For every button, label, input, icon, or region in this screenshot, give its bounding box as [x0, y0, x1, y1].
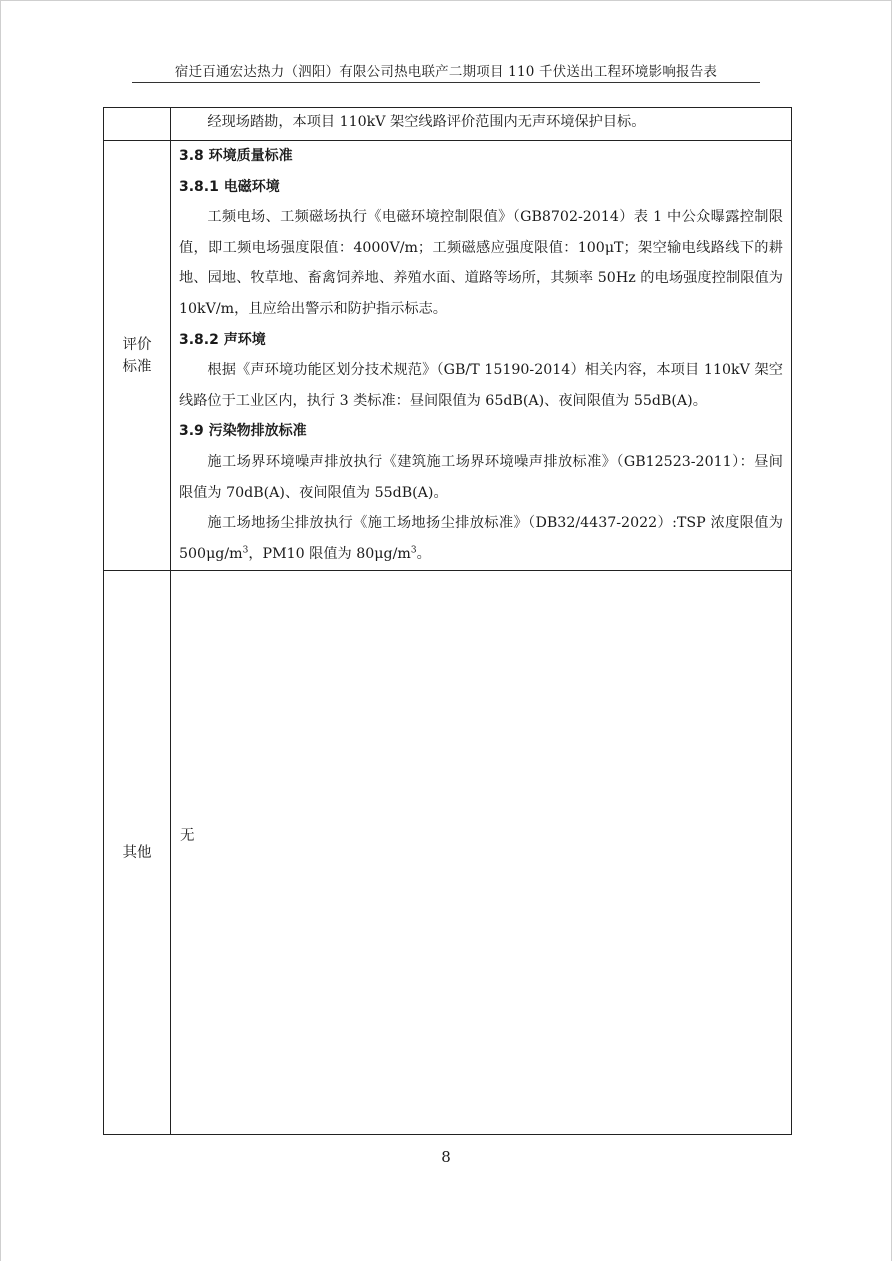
row3-label-cell: 其他 [104, 571, 171, 1135]
row1-content-cell [171, 108, 792, 141]
page-number: 8 [441, 1148, 451, 1166]
header-rule [132, 82, 760, 83]
row1-text: 经现场踏勘，本项目 110kV 架空线路评价范围内无声环境保护目标。 [207, 114, 646, 130]
heading-3-9: 3.9 污染物排放标准 [179, 423, 307, 440]
heading-3-8-1: 3.8.1 电磁环境 [179, 178, 280, 195]
dust-text-pre: 施工场地扬尘排放执行《施工场地扬尘排放标准》（DB32/4437-2022）:TSP 浓度限值为 500μg/m [179, 515, 783, 562]
report-table [103, 107, 792, 1135]
table-row-evaluation-standards [104, 141, 792, 571]
para-dust-emission [179, 508, 783, 569]
page-header-title: 宿迁百通宏达热力（泗阳）有限公司热电联产二期项目 110 千伏送出工程环境影响报告表 [174, 64, 718, 80]
table-row-noise-targets [104, 108, 792, 141]
dust-text-end: 。 [416, 545, 431, 562]
row3-content-cell [171, 571, 792, 1135]
heading-3-8: 3.8 环境质量标准 [179, 148, 293, 164]
para-acoustic: 根据《声环境功能区划分技术规范》（GB/T 15190-2014）相关内容，本项目 110kV 架空线路位于工业区内，执行 3 类标准：昼间限值为 65dB(A)、夜间限值为 55dB(A)。 [179, 362, 783, 409]
dust-text-mid: ，PM10 限值为 80μg/m [248, 545, 411, 562]
para-electromagnetic: 工频电场、工频磁场执行《电磁环境控制限值》（GB8702-2014）表 1 中公众曝露控制限值，即工频电场强度限值：4000V/m；工频磁感应强度限值：100μT；架空输电线路线下的耕地、园地、牧草地、畜禽饲养地、养殖水面、道路等场所，其频率 50Hz 的电场强度控制限值为 10kV/m，且应给出警示和防护指示标志。 [179, 209, 783, 317]
heading-3-8-2: 3.8.2 声环境 [179, 331, 266, 348]
para-construction-noise: 施工场界环境噪声排放执行《建筑施工场界环境噪声排放标准》（GB12523-2011）：昼间限值为 70dB(A)、夜间限值为 55dB(A)。 [179, 453, 783, 501]
row3-text: 无 [180, 828, 195, 844]
superscript-3-a: 3 [242, 544, 249, 555]
row2-label-line2: 标准 [122, 358, 152, 375]
row2-label-line1: 评价 [122, 336, 152, 353]
table-row-other [104, 571, 792, 1135]
row2-content-cell [171, 141, 792, 571]
superscript-3-b: 3 [410, 544, 417, 555]
row1-label-cell [104, 108, 171, 141]
row2-label-cell [104, 141, 171, 571]
